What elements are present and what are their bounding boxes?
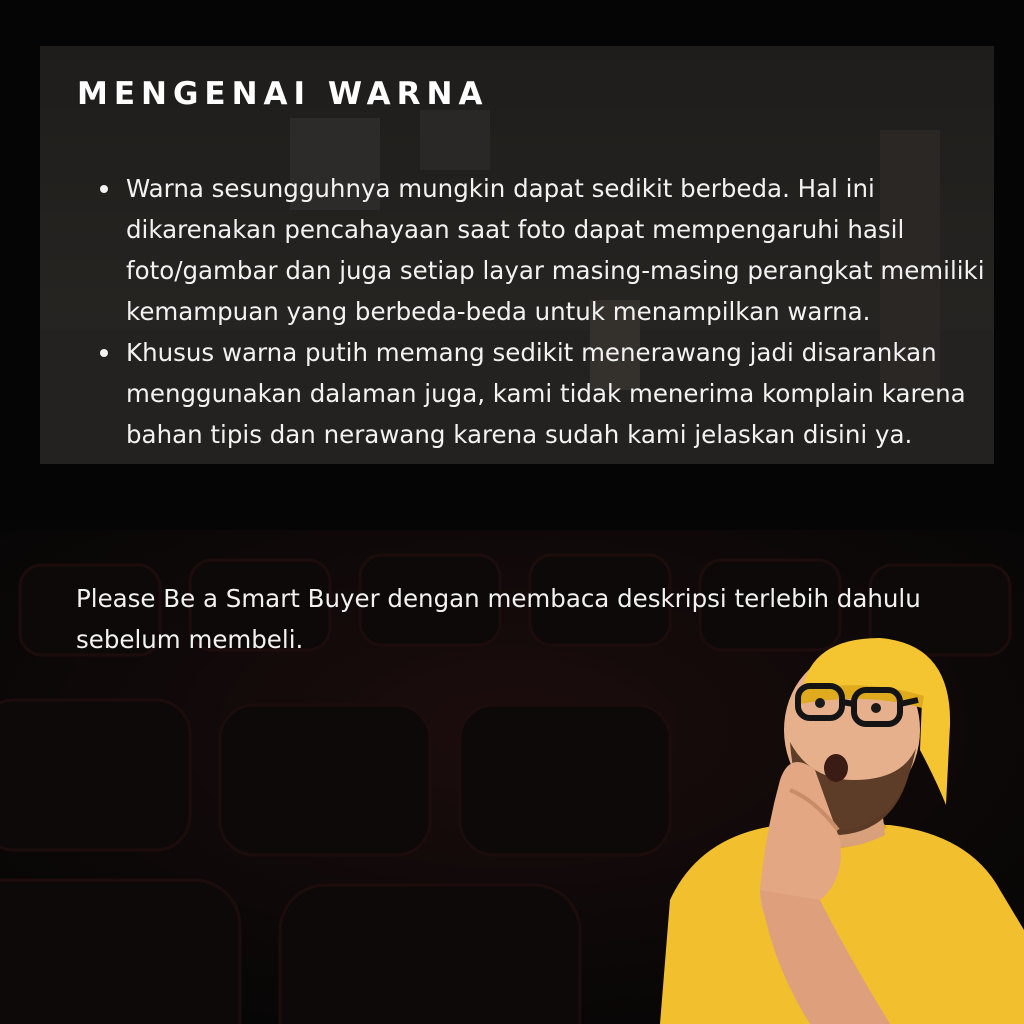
- bullet-dot-icon: [100, 349, 108, 357]
- list-item: [126, 332, 1006, 455]
- list-item-text: Khusus warna putih memang sedikit menerawang jadi disarankan menggunakan dalaman juga, kami tidak menerima komplain karena bahan tipis dan nerawang karena sudah kami jelaskan disini ya.: [126, 338, 966, 449]
- list-item: [126, 168, 1006, 332]
- page-title: MENGENAI WARNA: [77, 76, 489, 112]
- surprised-man-illustration: [640, 630, 1024, 1024]
- list-item-text: Warna sesungguhnya mungkin dapat sedikit berbeda. Hal ini dikarenakan pencahayaan saat foto dapat mempengaruhi hasil foto/gambar dan juga setiap layar masing-masing perangkat memiliki kemampuan yang berbeda-beda untuk menampilkan warna.: [126, 174, 985, 326]
- bullet-dot-icon: [100, 185, 108, 193]
- closing-note: Please Be a Smart Buyer dengan membaca deskripsi terlebih dahulu sebelum membeli.: [76, 584, 921, 654]
- bullet-list: [96, 168, 1006, 455]
